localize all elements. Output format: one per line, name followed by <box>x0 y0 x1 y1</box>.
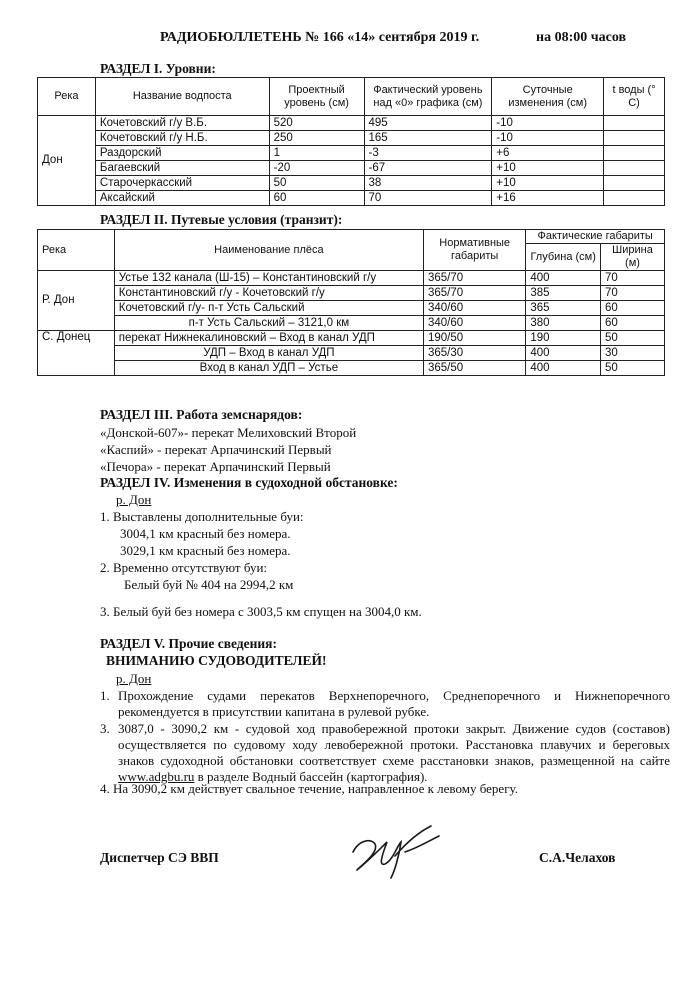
depth-cell: 380 <box>526 316 601 331</box>
reach-cell: Устье 132 канала (Ш-15) – Константиновский г/у <box>114 271 423 286</box>
section5-item1-num: 1. <box>100 688 110 703</box>
section4-river: р. Дон <box>116 492 152 507</box>
fact-cell: 495 <box>364 116 492 131</box>
width-cell: 60 <box>601 301 665 316</box>
fact-cell: 70 <box>364 191 492 206</box>
dredger-line: «Донской-607»- перекат Мелиховский Второй <box>100 425 357 440</box>
reach-cell: УДП – Вход в канал УДП <box>114 346 423 361</box>
section4-title: РАЗДЕЛ IV. Изменения в судоходной обстановке: <box>100 475 398 490</box>
width-cell: 30 <box>601 346 665 361</box>
change-cell: +6 <box>492 146 604 161</box>
proj-cell: -20 <box>269 161 364 176</box>
dredger-line: «Каспий» - перекат Арпачинский Первый <box>100 442 332 457</box>
proj-cell: 50 <box>269 176 364 191</box>
width-cell: 60 <box>601 316 665 331</box>
section5-item3-num: 3. <box>100 721 110 736</box>
proj-cell: 520 <box>269 116 364 131</box>
col-river: Река <box>38 230 115 271</box>
section2-title: РАЗДЕЛ II. Путевые условия (транзит): <box>100 212 343 227</box>
depth-cell: 400 <box>526 346 601 361</box>
depth-cell: 385 <box>526 286 601 301</box>
section5-title: РАЗДЕЛ V. Прочие сведения: <box>100 636 277 651</box>
section5-item4: 4. На 3090,2 км действует свальное течение, направленное к левому берегу. <box>100 781 518 796</box>
temp-cell <box>604 116 665 131</box>
post-cell: Раздорский <box>95 146 269 161</box>
section5-river: р. Дон <box>116 671 152 686</box>
section1-title: РАЗДЕЛ I. Уровни: <box>100 61 216 76</box>
table-row <box>38 361 665 376</box>
fact-cell: 165 <box>364 131 492 146</box>
proj-cell: 60 <box>269 191 364 206</box>
col-temp: t воды (° C) <box>604 78 665 116</box>
fact-cell: -3 <box>364 146 492 161</box>
section4-item1-b: 3029,1 км красный без номера. <box>120 543 291 558</box>
table-row <box>38 161 665 176</box>
dispatcher-role: Диспетчер СЭ ВВП <box>100 850 219 865</box>
col-post: Название водпоста <box>95 78 269 116</box>
post-cell: Кочетовский г/у Н.Б. <box>95 131 269 146</box>
change-cell: -10 <box>492 116 604 131</box>
norm-cell: 365/30 <box>424 346 526 361</box>
post-cell: Багаевский <box>95 161 269 176</box>
temp-cell <box>604 191 665 206</box>
signature-icon <box>335 812 465 882</box>
table-row <box>38 331 665 346</box>
norm-cell: 365/70 <box>424 271 526 286</box>
width-cell: 70 <box>601 271 665 286</box>
norm-cell: 365/70 <box>424 286 526 301</box>
reach-cell: Вход в канал УДП – Устье <box>114 361 423 376</box>
fact-cell: -67 <box>364 161 492 176</box>
col-proj: Проектный уровень (см) <box>269 78 364 116</box>
col-reach: Наименование плёса <box>114 230 423 271</box>
change-cell: +16 <box>492 191 604 206</box>
dispatcher-name: С.А.Челахов <box>539 850 616 865</box>
section5-item3-text: 3087,0 - 3090,2 км - судовой ход правобережной протоки закрыт. Движение судов (составов) осуществляется по судовому ходу левобережной протоки. Расстановка плавучих и береговых знаков судоходной обстановки соответствует схеме расстановки знаков, размещенной на сайте <box>118 721 670 768</box>
width-cell: 70 <box>601 286 665 301</box>
section5-item3 <box>118 721 670 785</box>
col-depth: Глубина (см) <box>526 244 601 271</box>
depth-cell: 400 <box>526 361 601 376</box>
change-cell: +10 <box>492 176 604 191</box>
post-cell: Кочетовский г/у В.Б. <box>95 116 269 131</box>
section5-attention: ВНИМАНИЮ СУДОВОДИТЕЛЕЙ! <box>106 653 327 668</box>
depth-cell: 365 <box>526 301 601 316</box>
depth-cell: 400 <box>526 271 601 286</box>
adgbu-link[interactable]: www.adgbu.ru <box>118 769 195 784</box>
width-cell: 50 <box>601 361 665 376</box>
col-change: Суточные изменения (см) <box>492 78 604 116</box>
col-river: Река <box>38 78 96 116</box>
river-cell: Р. Дон <box>38 271 115 331</box>
norm-cell: 340/60 <box>424 301 526 316</box>
levels-header-row <box>38 78 665 116</box>
col-norm: Нормативные габариты <box>424 230 526 271</box>
section4-item1-a: 3004,1 км красный без номера. <box>120 526 291 541</box>
post-cell: Аксайский <box>95 191 269 206</box>
norm-cell: 190/50 <box>424 331 526 346</box>
change-cell: +10 <box>492 161 604 176</box>
bulletin-title: РАДИОБЮЛЛЕТЕНЬ № 166 «14» сентября 2019 г. <box>160 30 480 45</box>
transit-header-row <box>38 230 665 244</box>
temp-cell <box>604 146 665 161</box>
col-width: Ширина (м) <box>601 244 665 271</box>
reach-cell: п-т Усть Сальский – 3121,0 км <box>114 316 423 331</box>
table-row <box>38 316 665 331</box>
bulletin-header <box>160 30 680 46</box>
reach-cell: Константиновский г/у - Кочетовский г/у <box>114 286 423 301</box>
depth-cell: 190 <box>526 331 601 346</box>
table-row <box>38 131 665 146</box>
width-cell: 50 <box>601 331 665 346</box>
table-row <box>38 286 665 301</box>
table-row <box>38 271 665 286</box>
bulletin-time: на 08:00 часов <box>536 30 627 45</box>
col-fact: Фактический уровень над «0» графика (см) <box>364 78 492 116</box>
table-row <box>38 346 665 361</box>
table-row <box>38 176 665 191</box>
norm-cell: 340/60 <box>424 316 526 331</box>
table-row <box>38 116 665 131</box>
table-row <box>38 146 665 161</box>
proj-cell: 1 <box>269 146 364 161</box>
temp-cell <box>604 161 665 176</box>
fact-cell: 38 <box>364 176 492 191</box>
section3-title: РАЗДЕЛ III. Работа земснарядов: <box>100 407 303 422</box>
transit-table <box>37 229 665 376</box>
table-row <box>38 301 665 316</box>
river-cell: Дон <box>38 116 96 206</box>
reach-cell: Кочетовский г/у- п-т Усть Сальский <box>114 301 423 316</box>
col-actual: Фактические габариты <box>526 230 665 244</box>
section4-item2-a: Белый буй № 404 на 2994,2 км <box>124 577 294 592</box>
post-cell: Старочеркасский <box>95 176 269 191</box>
temp-cell <box>604 176 665 191</box>
dredger-line: «Печора» - перекат Арпачинский Первый <box>100 459 331 474</box>
section5-item1: Прохождение судами перекатов Верхнепоречного, Среднепоречного и Нижнепоречного рекомендуется в присутствии капитана в рулевой рубке. <box>118 688 670 719</box>
change-cell: -10 <box>492 131 604 146</box>
temp-cell <box>604 131 665 146</box>
section4-item2: 2. Временно отсутствуют буи: <box>100 560 268 575</box>
river-cell: С. Донец <box>38 331 115 376</box>
levels-table <box>37 77 665 206</box>
proj-cell: 250 <box>269 131 364 146</box>
section4-item3: 3. Белый буй без номера с 3003,5 км спущен на 3004,0 км. <box>100 604 422 619</box>
section4-item1: 1. Выставлены дополнительные буи: <box>100 509 304 524</box>
reach-cell: перекат Нижнекалиновский – Вход в канал УДП <box>114 331 423 346</box>
table-row <box>38 191 665 206</box>
section5-item3-tail: в разделе Водный бассейн (картография). <box>194 769 428 784</box>
norm-cell: 365/50 <box>424 361 526 376</box>
